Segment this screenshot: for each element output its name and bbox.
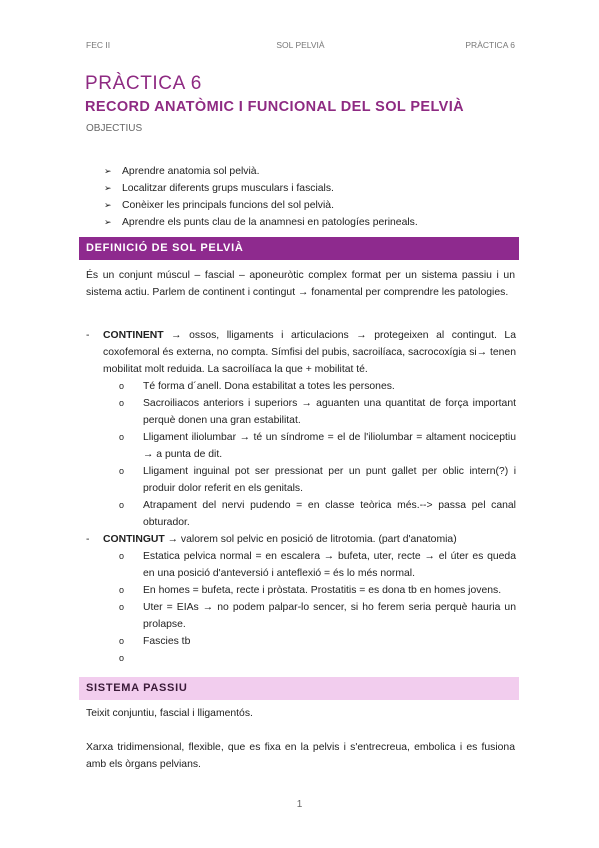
objectives-list [104, 163, 418, 231]
continent-sublist [119, 378, 516, 531]
arrow-bullet-icon: ➢ [104, 166, 112, 176]
circle-bullet-icon: o [119, 381, 125, 391]
contingut-label: CONTINGUT [103, 534, 165, 545]
list-item: o Atrapament del nervi pudendo = en classe teòrica més.--> passa pel canal obturador. [119, 497, 516, 531]
circle-bullet-icon: o [119, 653, 125, 663]
objective-item: ➢ Conèixer les principals funcions del sol pelvià. [104, 197, 418, 214]
circle-bullet-icon: o [119, 398, 125, 408]
header-course: FEC II [86, 40, 111, 50]
dash-bullet: - [86, 534, 90, 545]
continent-label: CONTINENT [103, 330, 164, 341]
circle-bullet-icon: o [119, 551, 125, 561]
list-item: o En homes = bufeta, recte i pròstata. Prostatitis = es dona tb en homes jovens. [119, 582, 516, 599]
section-heading-passiu: SISTEMA PASSIU [79, 677, 519, 700]
objectives-label: OBJECTIUS [86, 123, 143, 134]
list-item: o Sacroiliacos anteriors i superiors → aguanten una quantitat de força important perquè donen una gran estabilitat. [119, 395, 516, 429]
circle-bullet-icon: o [119, 585, 125, 595]
list-item: o Lligament iliolumbar → té un síndrome = el de l'iliolumbar = altament nociceptiu → a punta de dit. [119, 429, 516, 463]
page-number: 1 [296, 799, 303, 810]
contingut-sublist [119, 548, 516, 663]
arrow-bullet-icon: ➢ [104, 200, 112, 210]
list-item: o Lligament inguinal pot ser pressionat per un punt gallet per oblic intern(?) i produir dolor referit en els genitals. [119, 463, 516, 497]
circle-bullet-icon: o [119, 636, 125, 646]
dash-bullet: - [86, 330, 90, 341]
arrow-bullet-icon: ➢ [104, 183, 112, 193]
circle-bullet-icon: o [119, 432, 125, 442]
objective-item: ➢ Aprendre els punts clau de la anamnesi en patologíes perineals. [104, 214, 418, 231]
header-topic: SOL PELVIÀ [276, 40, 325, 50]
list-item: o Fascies tb [119, 633, 516, 650]
arrow-bullet-icon: ➢ [104, 217, 112, 227]
continent-text: → ossos, lligaments i articulacions → protegeixen al contingut. La coxofemoral és externa, no compta. Símfisi del pubis, sacroilíaca, sacrocoxígia si→ tenen mobilitat molt reduida. La sacroilíaca la que + mobilitat té. [103, 330, 516, 375]
section-heading-definicio: DEFINICIÓ DE SOL PELVIÀ [79, 237, 519, 260]
definition-list [86, 327, 516, 663]
page-header [86, 40, 515, 54]
list-item: o Uter = EIAs → no podem palpar-lo sencer, si ho ferem seria perquè hauria un prolapse. [119, 599, 516, 633]
contingut-item [86, 531, 516, 663]
contingut-text: → valorem sol pelvic en posició de litrotomia. (part d'anatomia) [164, 534, 457, 545]
list-item: o Té forma d´anell. Dona estabilitat a totes les persones. [119, 378, 516, 395]
definition-paragraph: És un conjunt múscul – fascial – aponeuròtic complex format per un sistema passiu i un sistema actiu. Parlem de continent i contingut → fonamental per comprendre les patologies. [86, 270, 515, 298]
continent-item [86, 327, 516, 531]
passiu-paragraph-1: Teixit conjuntiu, fascial i lligamentós. [86, 708, 253, 719]
circle-bullet-icon: o [119, 466, 125, 476]
circle-bullet-icon: o [119, 500, 125, 510]
page-subtitle: RECORD ANATÒMIC I FUNCIONAL DEL SOL PELVIÀ [85, 99, 465, 115]
circle-bullet-icon: o [119, 602, 125, 612]
objective-item: ➢ Aprendre anatomia sol pelvià. [104, 163, 418, 180]
header-practice: PRÀCTICA 6 [465, 40, 515, 50]
list-item: o Estatica pelvica normal = en escalera → bufeta, uter, recte → el úter es queda en una posició d'anteversió i anteflexió = és lo més normal. [119, 548, 516, 582]
page-title: PRÀCTICA 6 [85, 73, 202, 94]
objective-item: ➢ Localitzar diferents grups musculars i fascials. [104, 180, 418, 197]
passiu-paragraph-2: Xarxa tridimensional, flexible, que es fixa en la pelvis i s'entrecreua, embolica i es fusiona amb els òrgans pelvians. [86, 742, 515, 770]
